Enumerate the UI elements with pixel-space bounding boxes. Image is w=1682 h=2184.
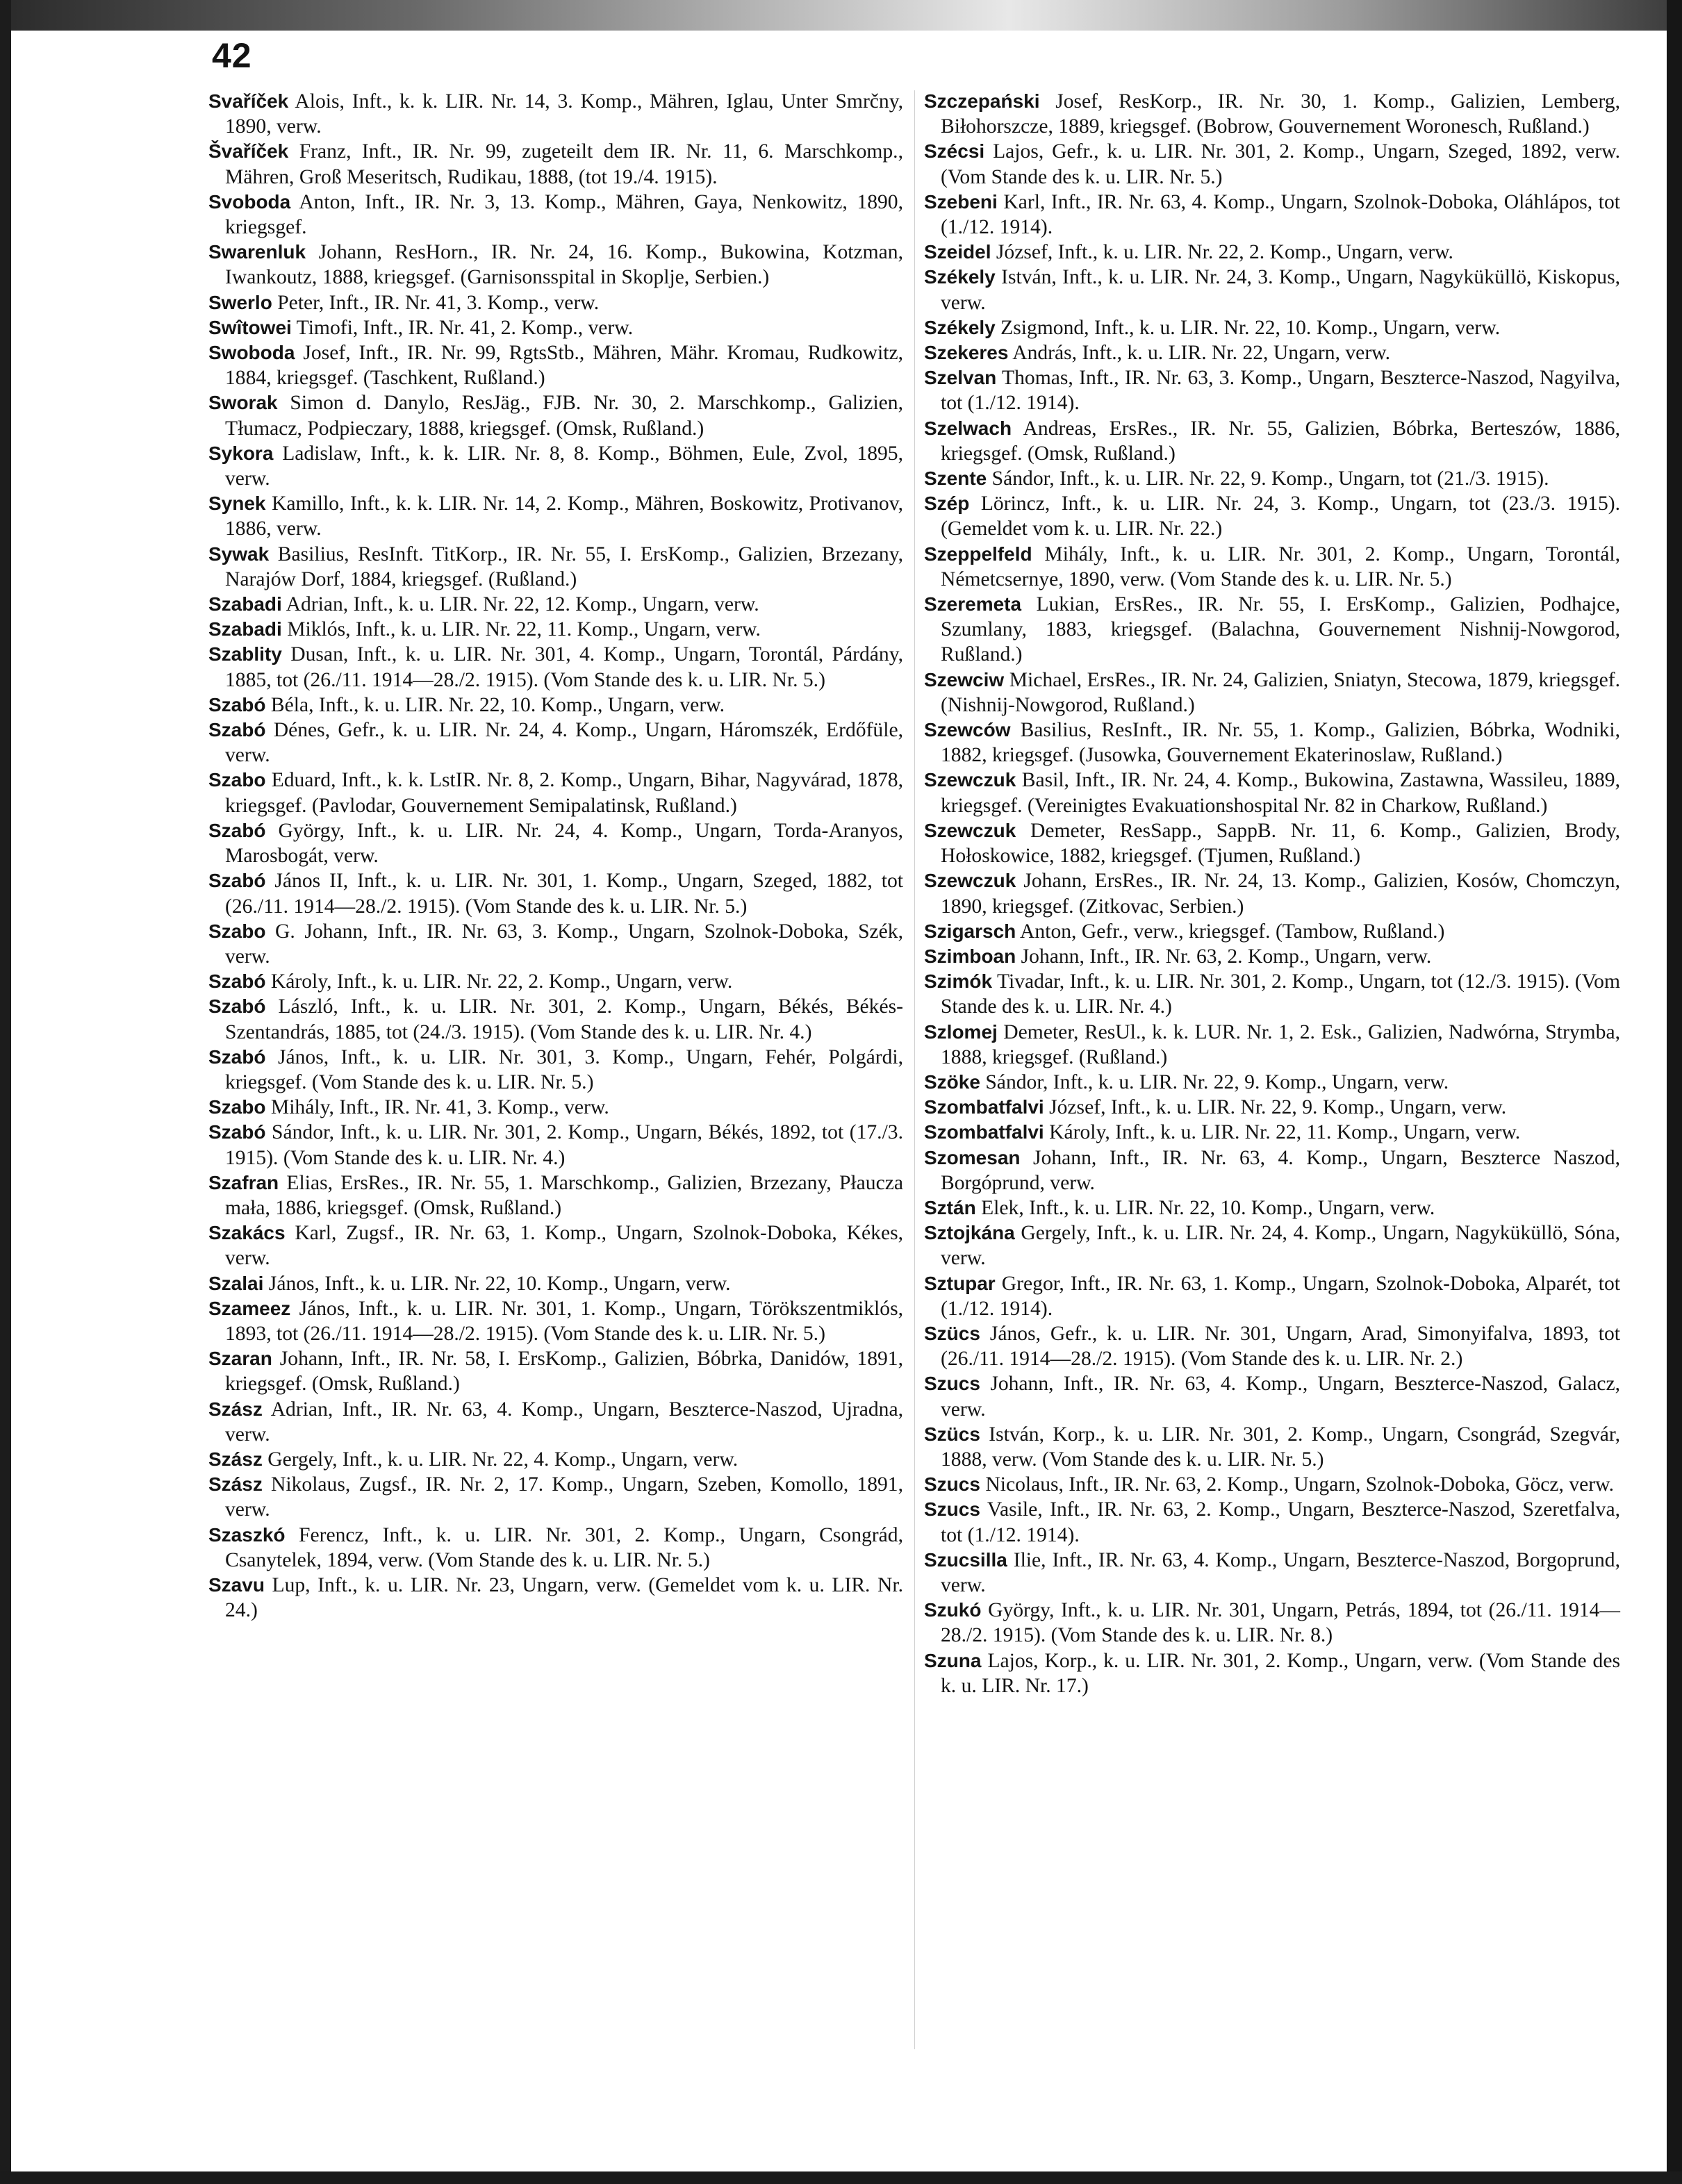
entry-details: Elek, Inft., k. u. LIR. Nr. 22, 10. Komp., Ungarn, verw.	[981, 1196, 1435, 1219]
entry-details: Adrian, Inft., IR. Nr. 63, 4. Komp., Ungarn, Beszterce-Naszod, Ujradna, verw.	[225, 1398, 903, 1446]
entry-details: Lörincz, Inft., k. u. LIR. Nr. 24, 3. Komp., Ungarn, tot (23./3. 1915). (Gemeldet vom k. u. LIR. Nr. 22.)	[941, 493, 1620, 540]
list-entry	[208, 1271, 903, 1296]
entry-details: György, Inft., k. u. LIR. Nr. 301, Ungarn, Petrás, 1894, tot (26./11. 1914—28./2. 1915). (Vom Stande des k. u. LIR. Nr. 8.)	[941, 1599, 1620, 1647]
entry-surname: Szukó	[924, 1599, 982, 1621]
list-entry	[924, 416, 1620, 466]
entry-surname: Szombatfalvi	[924, 1096, 1044, 1118]
entry-details: Nikolaus, Zugsf., IR. Nr. 2, 17. Komp., Ungarn, Szeben, Komollo, 1891, verw.	[225, 1473, 904, 1521]
list-entry	[208, 969, 903, 994]
entry-details: Andreas, ErsRes., IR. Nr. 55, Galizien, Bóbrka, Berteszów, 1886, kriegsgef. (Omsk, Rußland.)	[941, 417, 1621, 465]
entry-details: Johann, Inft., IR. Nr. 63, 4. Komp., Ungarn, Beszterce Naszod, Borgóprund, verw.	[941, 1146, 1620, 1194]
entry-details: Timofi, Inft., IR. Nr. 41, 2. Komp., verw.	[296, 316, 634, 339]
entry-surname: Szabó	[208, 995, 266, 1018]
list-entry	[208, 718, 903, 768]
entry-details: György, Inft., k. u. LIR. Nr. 24, 4. Komp., Ungarn, Torda-Aranyos, Marosbogát, verw.	[225, 819, 903, 868]
list-entry	[924, 466, 1620, 491]
list-entry	[924, 1145, 1620, 1196]
entry-surname: Szalai	[208, 1272, 264, 1294]
list-entry	[208, 768, 903, 818]
list-entry	[208, 1095, 903, 1120]
entry-surname: Szabó	[208, 870, 266, 892]
entry-surname: Szécsi	[924, 140, 985, 163]
right-column	[924, 89, 1620, 1698]
entry-details: Ilie, Inft., IR. Nr. 63, 4. Komp., Ungarn, Beszterce-Naszod, Borgoprund, verw.	[941, 1548, 1621, 1596]
entry-surname: Szász	[208, 1473, 263, 1496]
entry-details: József, Inft., k. u. LIR. Nr. 22, 9. Komp., Ungarn, verw.	[1049, 1096, 1507, 1119]
entry-surname: Sztán	[924, 1196, 976, 1218]
entry-details: Nicolaus, Inft., IR. Nr. 63, 2. Komp., Ungarn, Szolnok-Doboka, Göcz, verw.	[985, 1473, 1614, 1496]
list-entry	[208, 642, 903, 692]
entry-details: Adrian, Inft., k. u. LIR. Nr. 22, 12. Komp., Ungarn, verw.	[286, 593, 759, 616]
entry-surname: Szabó	[208, 819, 266, 841]
entry-details: G. Johann, Inft., IR. Nr. 63, 3. Komp., Ungarn, Szolnok-Doboka, Szék, verw.	[225, 920, 903, 968]
list-entry	[208, 1221, 903, 1271]
list-entry	[924, 1598, 1620, 1648]
entry-details: Dénes, Gefr., k. u. LIR. Nr. 24, 4. Komp., Ungarn, Háromszék, Erdőfüle, verw.	[225, 719, 903, 767]
column-gutter	[914, 90, 915, 2049]
entry-surname: Szász	[208, 1448, 263, 1470]
entry-surname: Szeidel	[924, 241, 991, 263]
entry-details: Gergely, Inft., k. u. LIR. Nr. 22, 4. Komp., Ungarn, verw.	[267, 1448, 739, 1471]
entry-surname: Szász	[208, 1398, 263, 1420]
entry-details: Anton, Gefr., verw., kriegsgef. (Tambow, Rußland.)	[1020, 920, 1445, 943]
entry-surname: Švaříček	[208, 140, 289, 163]
entry-details: Demeter, ResSapp., SappB. Nr. 11, 6. Komp., Galizien, Brody, Hołoskowice, 1882, kriegsgef. (Tjumen, Rußland.)	[941, 819, 1620, 868]
list-entry	[208, 390, 903, 440]
list-entry	[924, 265, 1620, 315]
list-entry	[208, 1045, 903, 1095]
entry-surname: Szelwach	[924, 417, 1012, 439]
entry-details: Anton, Inft., IR. Nr. 3, 13. Komp., Mähren, Gaya, Nenkowitz, 1890, kriegsgef.	[225, 190, 903, 239]
entry-surname: Székely	[924, 316, 996, 338]
entry-details: Peter, Inft., IR. Nr. 41, 3. Komp., verw.	[277, 291, 600, 314]
entry-surname: Szewczuk	[924, 870, 1016, 892]
entry-details: Lup, Inft., k. u. LIR. Nr. 23, Ungarn, verw. (Gemeldet vom k. u. LIR. Nr. 24.)	[225, 1573, 904, 1622]
entry-surname: Sztupar	[924, 1272, 996, 1294]
list-entry	[208, 1523, 903, 1573]
list-entry	[208, 919, 903, 969]
list-entry	[924, 1472, 1620, 1497]
list-entry	[208, 315, 903, 340]
left-column	[208, 89, 903, 1623]
list-entry	[208, 542, 903, 592]
entry-details: Károly, Inft., k. u. LIR. Nr. 22, 11. Komp., Ungarn, verw.	[1049, 1121, 1521, 1144]
list-entry	[924, 1020, 1620, 1070]
entry-surname: Székely	[924, 266, 996, 288]
entry-details: Gergely, Inft., k. u. LIR. Nr. 24, 4. Komp., Ungarn, Nagyküküllö, Sóna, verw.	[941, 1222, 1620, 1270]
list-entry	[208, 290, 903, 315]
entry-details: Kamillo, Inft., k. k. LIR. Nr. 14, 2. Komp., Mähren, Boskowitz, Protivanov, 1886, verw.	[225, 493, 903, 540]
list-entry	[208, 994, 903, 1044]
entry-surname: Szafran	[208, 1171, 279, 1193]
entry-surname: Szelvan	[924, 367, 997, 389]
entry-surname: Szameez	[208, 1297, 291, 1319]
entry-details: Mihály, Inft., k. u. LIR. Nr. 301, 2. Komp., Ungarn, Torontál, Németcsernye, 1890, verw. (Vom Stande des k. u. LIR. Nr. 5.)	[941, 543, 1620, 590]
entry-details: Johann, Inft., IR. Nr. 58, I. ErsKomp., Galizien, Bóbrka, Danidów, 1891, kriegsgef. (Omsk, Rußland.)	[225, 1348, 903, 1396]
entry-details: Karl, Zugsf., IR. Nr. 63, 1. Komp., Ungarn, Szolnok-Doboka, Kékes, verw.	[225, 1222, 903, 1270]
list-entry	[924, 240, 1620, 265]
entry-surname: Szabadi	[208, 593, 282, 615]
entry-surname: Szabó	[208, 693, 266, 715]
list-entry	[924, 1070, 1620, 1095]
entry-surname: Szöke	[924, 1070, 980, 1093]
list-entry	[924, 1095, 1620, 1120]
entry-surname: Szabó	[208, 970, 266, 993]
entry-details: János, Inft., k. u. LIR. Nr. 301, 3. Komp., Ungarn, Fehér, Polgárdi, kriegsgef. (Vom Stande des k. u. LIR. Nr. 5.)	[225, 1045, 903, 1093]
entry-surname: Szabó	[208, 719, 266, 741]
entry-details: Sándor, Inft., k. u. LIR. Nr. 22, 9. Komp., Ungarn, tot (21./3. 1915).	[991, 468, 1549, 490]
entry-details: Basil, Inft., IR. Nr. 24, 4. Komp., Bukowina, Zastawna, Wassileu, 1889, kriegsgef. (Vereinigtes Evakuationshospital Nr. 82 in Charkow, Rußland.)	[941, 769, 1620, 817]
entry-surname: Szabadi	[208, 618, 282, 640]
entry-details: Ladislaw, Inft., k. k. LIR. Nr. 8, 8. Komp., Böhmen, Eule, Zvol, 1895, verw.	[225, 442, 903, 490]
entry-surname: Szép	[924, 493, 970, 515]
list-entry	[208, 139, 903, 189]
entry-surname: Swarenluk	[208, 241, 306, 263]
list-entry	[208, 1447, 903, 1472]
entry-surname: Szekeres	[924, 342, 1009, 364]
entry-details: János, Gefr., k. u. LIR. Nr. 301, Ungarn, Arad, Simonyifalva, 1893, tot (26./11. 1914—28./2. 1915). (Vom Stande des k. u. LIR. Nr. 2.)	[941, 1322, 1621, 1371]
list-entry	[924, 89, 1620, 139]
entry-details: Lajos, Gefr., k. u. LIR. Nr. 301, 2. Komp., Ungarn, Szeged, 1892, verw. (Vom Stande des k. u. LIR. Nr. 5.)	[941, 140, 1620, 188]
entry-surname: Szakács	[208, 1222, 286, 1244]
list-entry	[924, 365, 1620, 415]
entry-surname: Szablity	[208, 643, 282, 665]
list-entry	[924, 1548, 1620, 1598]
entry-surname: Szabó	[208, 1045, 266, 1068]
entry-surname: Szeppelfeld	[924, 543, 1032, 565]
entry-surname: Sywak	[208, 543, 270, 565]
entry-details: János II, Inft., k. u. LIR. Nr. 301, 1. Komp., Ungarn, Szeged, 1882, tot (26./11. 1914—28./2. 1915). (Vom Stande des k. u. LIR. Nr. 5.)	[225, 870, 903, 918]
entry-surname: Szaszkó	[208, 1523, 286, 1546]
entry-surname: Szabo	[208, 920, 266, 942]
list-entry	[208, 693, 903, 718]
entry-details: Vasile, Inft., IR. Nr. 63, 2. Komp., Ungarn, Beszterce-Naszod, Szeretfalva, tot (1./12. 1914).	[941, 1498, 1620, 1546]
entry-details: Gregor, Inft., IR. Nr. 63, 1. Komp., Ungarn, Szolnok-Doboka, Alparét, tot (1./12. 1914).	[941, 1272, 1620, 1320]
list-entry	[208, 441, 903, 491]
list-entry	[924, 868, 1620, 918]
entry-details: Sándor, Inft., k. u. LIR. Nr. 301, 2. Komp., Ungarn, Békés, 1892, tot (17./3. 1915). (Vom Stande des k. u. LIR. Nr. 4.)	[225, 1121, 903, 1169]
list-entry	[208, 240, 903, 290]
list-entry	[924, 1371, 1620, 1421]
list-entry	[924, 1497, 1620, 1547]
list-entry	[924, 491, 1620, 541]
list-entry	[208, 491, 903, 541]
list-entry	[924, 1422, 1620, 1472]
entry-surname: Szuna	[924, 1649, 982, 1671]
entry-details: Alois, Inft., k. k. LIR. Nr. 14, 3. Komp., Mähren, Iglau, Unter Smrčny, 1890, verw.	[225, 90, 904, 138]
entry-details: János, Inft., k. u. LIR. Nr. 22, 10. Komp., Ungarn, verw.	[268, 1272, 731, 1295]
list-entry	[924, 969, 1620, 1019]
entry-details: Sándor, Inft., k. u. LIR. Nr. 22, 9. Komp., Ungarn, verw.	[985, 1070, 1449, 1093]
entry-details: Thomas, Inft., IR. Nr. 63, 3. Komp., Ungarn, Beszterce-Naszod, Nagyilva, tot (1./12. 1914).	[941, 367, 1620, 415]
entry-surname: Synek	[208, 493, 266, 515]
entry-details: István, Korp., k. u. LIR. Nr. 301, 2. Komp., Ungarn, Csongrád, Szegvár, 1888, verw. (Vom Stande des k. u. LIR. Nr. 5.)	[941, 1423, 1620, 1471]
list-entry	[208, 1397, 903, 1447]
entry-surname: Szigarsch	[924, 920, 1016, 942]
entry-surname: Swerlo	[208, 291, 272, 313]
list-entry	[924, 1271, 1620, 1321]
entry-details: Johann, ResHorn., IR. Nr. 24, 16. Komp., Bukowina, Kotzman, Iwankoutz, 1888, kriegsgef. (Garnisonsspital in Skoplje, Serbien.)	[225, 241, 903, 289]
entry-details: Basilius, ResInft. TitKorp., IR. Nr. 55, I. ErsKomp., Galizien, Brzezany, Narajów Dorf, 1884, kriegsgef. (Rußland.)	[225, 543, 903, 590]
entry-surname: Szabó	[208, 1121, 266, 1143]
scan-edge-bottom	[0, 2171, 1682, 2184]
entry-surname: Szomesan	[924, 1146, 1021, 1168]
entry-surname: Szente	[924, 468, 987, 490]
entry-surname: Svoboda	[208, 190, 291, 213]
entry-surname: Szucsilla	[924, 1548, 1007, 1571]
entry-details: Simon d. Danylo, ResJäg., FJB. Nr. 30, 2. Marschkomp., Galizien, Tłumacz, Podpieczary, 1888, kriegsgef. (Omsk, Rußland.)	[225, 392, 903, 440]
entry-surname: Szaran	[208, 1348, 272, 1370]
entry-details: Johann, ErsRes., IR. Nr. 24, 13. Komp., Galizien, Kosów, Chomczyn, 1890, kriegsgef. (Zitkovac, Serbien.)	[941, 870, 1620, 918]
entry-details: Miklós, Inft., k. u. LIR. Nr. 22, 11. Komp., Ungarn, verw.	[287, 618, 761, 641]
entry-surname: Svaříček	[208, 90, 289, 112]
entry-surname: Szücs	[924, 1423, 980, 1445]
entry-details: Demeter, ResUl., k. k. LUR. Nr. 1, 2. Esk., Galizien, Nadwórna, Strymba, 1888, kriegsgef. (Rußland.)	[941, 1020, 1620, 1068]
list-entry	[208, 1120, 903, 1170]
entry-details: Josef, Inft., IR. Nr. 99, RgtsStb., Mähren, Mähr. Kromau, Rudkowitz, 1884, kriegsgef. (Taschkent, Rußland.)	[225, 342, 903, 390]
entry-surname: Swîtowei	[208, 316, 292, 338]
entry-details: Franz, Inft., IR. Nr. 99, zugeteilt dem IR. Nr. 11, 6. Marschkomp., Mähren, Groß Meseritsch, Rudikau, 1888, (tot 19./4. 1915).	[225, 140, 903, 188]
entry-details: Lukian, ErsRes., IR. Nr. 55, I. ErsKomp., Galizien, Podhajce, Szumlany, 1883, kriegsgef. (Balachna, Gouvernement Nishnij-Nowgorod, Rußland.)	[941, 593, 1620, 666]
entry-details: Eduard, Inft., k. k. LstIR. Nr. 8, 2. Komp., Ungarn, Bihar, Nagyvárad, 1878, kriegsgef. (Pavlodar, Gouvernement Semipalatinsk, Rußland.)	[225, 769, 903, 817]
entry-surname: Szavu	[208, 1573, 265, 1596]
list-entry	[924, 818, 1620, 868]
list-entry	[208, 89, 903, 139]
entry-details: Ferencz, Inft., k. u. LIR. Nr. 301, 2. Komp., Ungarn, Csongrád, Csanytelek, 1894, verw. (Vom Stande des k. u. LIR. Nr. 5.)	[225, 1523, 903, 1571]
entry-surname: Szombatfalvi	[924, 1121, 1044, 1143]
entry-surname: Szabo	[208, 1096, 266, 1118]
list-entry	[924, 315, 1620, 340]
list-entry	[924, 1321, 1620, 1371]
list-entry	[924, 1196, 1620, 1221]
entry-details: Mihály, Inft., IR. Nr. 41, 3. Komp., verw.	[270, 1096, 609, 1119]
list-entry	[208, 190, 903, 240]
entry-surname: Szewczuk	[924, 769, 1016, 791]
scan-edge-right	[1667, 0, 1682, 2184]
entry-details: Michael, ErsRes., IR. Nr. 24, Galizien, Sniatyn, Stecowa, 1879, kriegsgef. (Nishnij-Nowgorod, Rußland.)	[941, 668, 1620, 716]
entry-surname: Szewców	[924, 719, 1011, 741]
entry-surname: Szimboan	[924, 945, 1016, 967]
entry-surname: Szucs	[924, 1498, 980, 1521]
list-entry	[208, 1573, 903, 1623]
list-entry	[924, 190, 1620, 240]
entry-surname: Szewczuk	[924, 819, 1016, 841]
entry-details: Karl, Inft., IR. Nr. 63, 4. Komp., Ungarn, Szolnok-Doboka, Oláhlápos, tot (1./12. 1914).	[941, 190, 1620, 239]
entry-surname: Szewciw	[924, 668, 1005, 690]
entry-details: János, Inft., k. u. LIR. Nr. 301, 1. Komp., Ungarn, Törökszentmiklós, 1893, tot (26./11. 1914—28./2. 1915). (Vom Stande des k. u. LIR. Nr. 5.)	[225, 1297, 903, 1345]
entry-surname: Szabo	[208, 769, 266, 791]
entry-surname: Szucs	[924, 1373, 980, 1395]
entry-surname: Sykora	[208, 442, 274, 464]
entry-details: Basilius, ResInft., IR. Nr. 55, 1. Komp., Galizien, Bóbrka, Wodniki, 1882, kriegsgef. (Jusowka, Gouvernement Ekaterinoslaw, Rußland.)	[941, 719, 1620, 767]
entry-surname: Sztojkána	[924, 1222, 1015, 1244]
entry-details: József, Inft., k. u. LIR. Nr. 22, 2. Komp., Ungarn, verw.	[996, 241, 1453, 264]
entry-details: Béla, Inft., k. u. LIR. Nr. 22, 10. Komp., Ungarn, verw.	[270, 693, 725, 716]
page-number: 42	[212, 36, 252, 75]
entry-surname: Szlomej	[924, 1020, 998, 1043]
entry-surname: Szczepański	[924, 90, 1040, 112]
entry-surname: Sworak	[208, 392, 278, 414]
entry-details: Károly, Inft., k. u. LIR. Nr. 22, 2. Komp., Ungarn, verw.	[270, 970, 733, 993]
list-entry	[208, 1472, 903, 1522]
entry-details: István, Inft., k. u. LIR. Nr. 24, 3. Komp., Ungarn, Nagyküküllö, Kiskopus, verw.	[941, 266, 1620, 314]
entry-surname: Szimók	[924, 970, 993, 993]
list-entry	[924, 768, 1620, 818]
entry-details: Elias, ErsRes., IR. Nr. 55, 1. Marschkomp., Galizien, Brzezany, Płaucza mała, 1886, kriegsgef. (Omsk, Rußland.)	[225, 1171, 903, 1219]
list-entry	[924, 944, 1620, 969]
list-entry	[924, 668, 1620, 718]
entry-details: Johann, Inft., IR. Nr. 63, 2. Komp., Ungarn, verw.	[1021, 945, 1432, 968]
list-entry	[924, 542, 1620, 592]
list-entry	[208, 818, 903, 868]
list-entry	[208, 617, 903, 642]
list-entry	[924, 718, 1620, 768]
entry-details: Lajos, Korp., k. u. LIR. Nr. 301, 2. Komp., Ungarn, verw. (Vom Stande des k. u. LIR. Nr. 17.)	[941, 1649, 1620, 1697]
list-entry	[924, 1221, 1620, 1271]
entry-details: Josef, ResKorp., IR. Nr. 30, 1. Komp., Galizien, Lemberg, Biłohorszcze, 1889, kriegsgef. (Bobrow, Gouvernement Woronesch, Rußland.)	[941, 90, 1620, 138]
list-entry	[208, 1346, 903, 1396]
entry-surname: Szebeni	[924, 190, 998, 213]
entry-details: Johann, Inft., IR. Nr. 63, 4. Komp., Ungarn, Beszterce-Naszod, Galacz, verw.	[941, 1373, 1621, 1421]
entry-details: László, Inft., k. u. LIR. Nr. 301, 2. Komp., Ungarn, Békés, Békés-Szentandrás, 1885, tot (24./3. 1915). (Vom Stande des k. u. LIR. Nr. 4.)	[225, 995, 903, 1043]
entry-surname: Swoboda	[208, 342, 295, 364]
list-entry	[924, 139, 1620, 189]
list-entry	[208, 1296, 903, 1346]
list-entry	[924, 340, 1620, 365]
list-entry	[208, 868, 903, 918]
list-entry	[208, 1170, 903, 1221]
list-entry	[208, 592, 903, 617]
entry-details: Tivadar, Inft., k. u. LIR. Nr. 301, 2. Komp., Ungarn, tot (12./3. 1915). (Vom Stande des k. u. LIR. Nr. 4.)	[941, 970, 1620, 1018]
list-entry	[924, 1120, 1620, 1145]
list-entry	[208, 340, 903, 390]
list-entry	[924, 1648, 1620, 1698]
entry-surname: Szücs	[924, 1322, 980, 1344]
list-entry	[924, 919, 1620, 944]
entry-surname: Szeremeta	[924, 593, 1022, 615]
entry-details: András, Inft., k. u. LIR. Nr. 22, Ungarn, verw.	[1012, 342, 1391, 365]
entry-surname: Szucs	[924, 1473, 980, 1496]
scan-edge-left	[0, 0, 11, 2184]
list-entry	[924, 592, 1620, 668]
scan-edge-top	[0, 0, 1682, 31]
entry-details: Dusan, Inft., k. u. LIR. Nr. 301, 4. Komp., Ungarn, Torontál, Párdány, 1885, tot (26./11. 1914—28./2. 1915). (Vom Stande des k. u. LIR. Nr. 5.)	[225, 643, 903, 691]
entry-details: Zsigmond, Inft., k. u. LIR. Nr. 22, 10. Komp., Ungarn, verw.	[1000, 316, 1501, 339]
